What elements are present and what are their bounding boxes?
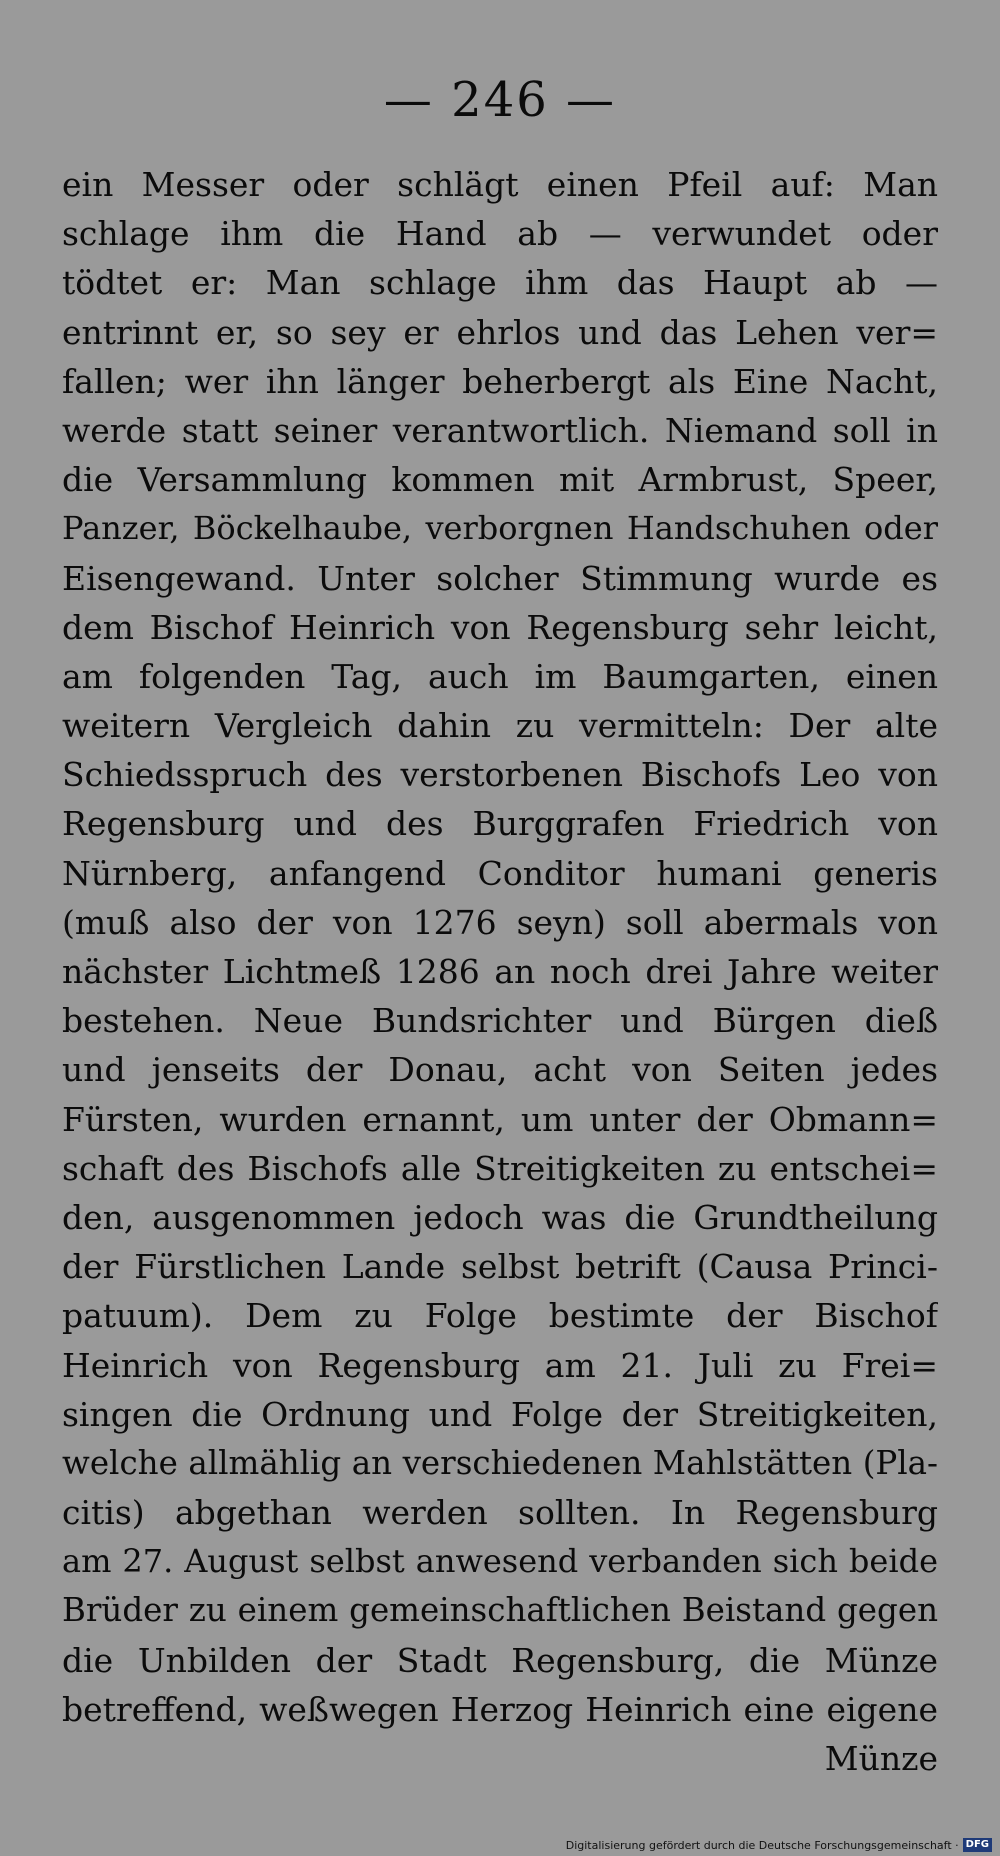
text-line: welche allmählig an verschiedenen Mahlstätten (Pla- <box>62 1443 938 1482</box>
text-line: Regensburg und des Burggrafen Friedrich von <box>62 804 938 844</box>
text-line: ein Messer oder schlägt einen Pfeil auf: Man <box>62 165 938 204</box>
text-line: betreffend, weßwegen Herzog Heinrich eine eigene <box>62 1689 938 1729</box>
text-line: Eisengewand. Unter solcher Stimmung wurde es <box>62 558 938 598</box>
text-line: die Versammlung kommen mit Armbrust, Speer, <box>62 460 938 500</box>
text-line: am folgenden Tag, auch im Baumgarten, einen <box>62 656 938 696</box>
credit-text: Digitalisierung gefördert durch die Deutsche Forschungsgemeinschaft · <box>565 1838 959 1852</box>
text-line: der Fürstlichen Lande selbst betrift (Causa Princi- <box>62 1247 938 1287</box>
text-line: Nürnberg, anfangend Conditor humani generis <box>62 853 938 893</box>
text-line: und jenseits der Donau, acht von Seiten jedes <box>62 1050 938 1090</box>
text-line: am 27. August selbst anwesend verbanden sich beide <box>62 1542 938 1581</box>
text-line: werde statt seiner verantwortlich. Niemand soll in <box>62 410 938 450</box>
text-line: den, ausgenommen jedoch was die Grundtheilung <box>62 1197 938 1237</box>
digitization-credit <box>566 1838 992 1852</box>
text-line: tödtet er: Man schlage ihm das Haupt ab — <box>62 263 938 303</box>
text-line: die Unbilden der Stadt Regensburg, die Münze <box>62 1640 938 1680</box>
text-line: schaft des Bischofs alle Streitigkeiten zu entschei= <box>62 1148 938 1188</box>
text-line: Münze <box>824 1739 938 1778</box>
dfg-logo: DFG <box>963 1838 992 1852</box>
text-line: Fürsten, wurden ernannt, um unter der Obmann= <box>62 1099 938 1139</box>
text-line: dem Bischof Heinrich von Regensburg sehr leicht, <box>62 607 938 647</box>
text-line: singen die Ordnung und Folge der Streitigkeiten, <box>62 1394 938 1434</box>
text-line: fallen; wer ihn länger beherbergt als Eine Nacht, <box>62 361 938 401</box>
text-line: Panzer, Böckelhaube, verborgnen Handschuhen oder <box>62 509 938 548</box>
text-line: schlage ihm die Hand ab — verwundet oder <box>62 214 938 254</box>
page-number-header: — 246 — <box>383 72 617 128</box>
text-line: weitern Vergleich dahin zu vermitteln: Der alte <box>62 706 938 746</box>
text-line: nächster Lichtmeß 1286 an noch drei Jahre weiter <box>62 952 938 991</box>
text-line: citis) abgethan werden sollten. In Regensburg <box>62 1493 938 1533</box>
text-line: Brüder zu einem gemeinschaftlichen Beistand gegen <box>62 1591 938 1630</box>
body-text <box>62 160 938 1783</box>
text-line: entrinnt er, so sey er ehrlos und das Lehen ver= <box>62 312 938 352</box>
text-line: Heinrich von Regensburg am 21. Juli zu Frei= <box>62 1345 938 1385</box>
text-line: bestehen. Neue Bundsrichter und Bürgen dieß <box>62 1001 938 1041</box>
text-line: (muß also der von 1276 seyn) soll abermals von <box>62 902 938 942</box>
text-line: Schiedsspruch des verstorbenen Bischofs Leo von <box>62 755 938 795</box>
text-line: patuum). Dem zu Folge bestimte der Bischof <box>62 1296 938 1336</box>
